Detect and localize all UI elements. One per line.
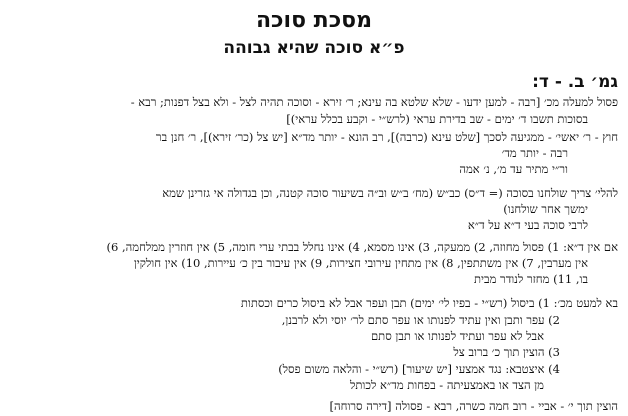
text-line: 2) עפר ותבן ואין עתיד לפנותו או עפר סתם לר׳ יוסי ולא לרבנן, [281,313,560,327]
text-line: לרבי סוכה בעי ד״א על ד״א [467,218,588,232]
text-line: חוץ - ר׳ יאשי׳ - ממגיעה לסכך [שלט עינא (כרבה)], רב הונא - יותר מד״א [יש צל (כר׳ זירא)], ר׳ חנן בר [155,130,618,144]
text-line: מן הצד או באמצעיתה - בפחות מד״א לכותל [350,378,544,392]
text-line: הוצין תוך י׳ - אביי - רוב חמה כשרה, רבא - פסולה [דירה סרוחה] [329,399,618,413]
tractate-title: מסכת סוכה [255,8,373,33]
text-line: ימשך אחר שולחנו) [503,202,588,216]
text-line: בסוכות תשבו ד׳ ימים - שב בדירת עראי (לרש״י - וקבע בכלל עראי)] [286,112,588,126]
text-line: אבל לא עפר ועתיד לפנותו או תבן סתם [371,329,544,343]
text-line: רבה - יותר מד׳ [501,146,568,160]
text-line: פסול למעלה מכ׳ [רבה - למען ידעו - שלא שלטא בה עינא; ר׳ זירא - וסוכה תהיה לצל - ולא בצל דפנות; רבא - [130,95,618,109]
text-line: 4) איצטבא: נגד אמצעי [יש שיעור] (רש״י - והלאה משום פסל) [278,362,560,376]
text-line: 3) הוצין תוך כ׳ ברוב צל [453,345,560,359]
text-line: אין מערבין, 7) אין משתתפין, 8) אין מתחין עירובי חצירות, 9) אין עיבור בין כ׳ עיירות, 10) אין חולקין [133,256,588,270]
text-line: בו, 11) מחזר לנודר מבית [474,272,588,286]
text-line: ור״י מתיר עד מ׳, נ׳ אמה [459,162,568,176]
text-line: אם אין ד״א: 1) פסול מחוזה, 2) ממעקה, 3) אינו מסמא, 4) אינו נחלל בבתי ערי חומה, 5) אין חוזרין ממלחמה, 6) [106,240,618,254]
text-line: להלי׳ צריך שולחנו בסוכה (= ד״ס) כב״ש (מח׳ ב״ש וב״ה בשיעור סוכה קטנה, וכן בגדולה אי גזרינן שמא [162,186,618,200]
section-heading: גמ׳ ב. - ד: [532,72,618,92]
text-line: בא למעט מכ׳: 1) ביסול (רש״י - בפיו לי׳ ימים) תבן ועפר אבל לא ביסול כרים וכסתות [240,296,618,310]
chapter-subtitle: פ״א סוכה שהיא גבוהה [223,38,405,58]
